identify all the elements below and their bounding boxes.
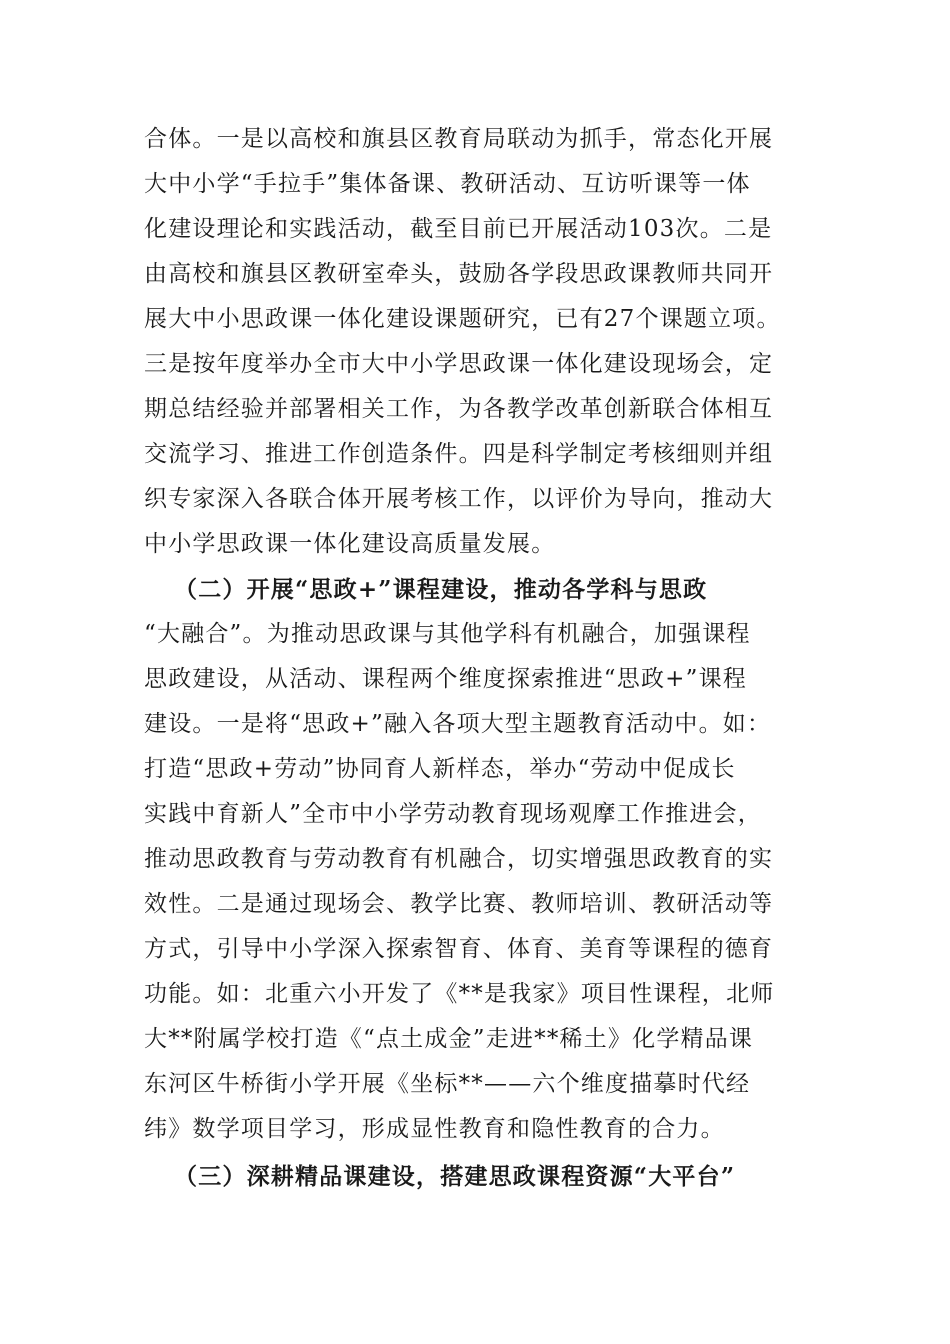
paragraph-line: 建设。一是将“思政+”融入各项大型主题教育活动中。如： [144, 711, 772, 737]
paragraph-line: 由高校和旗县区教研室牵头，鼓励各学段思政课教师共同开 [144, 261, 774, 287]
paragraph-line: “大融合”。为推动思政课与其他学科有机融合，加强课程 [144, 621, 751, 647]
paragraph-line: 纬》数学项目学习，形成显性教育和隐性教育的合力。 [144, 1116, 725, 1142]
paragraph-line: 展大中小思政课一体化建设课题研究，已有27个课题立项。 [144, 306, 781, 332]
paragraph-line: 大中小学“手拉手”集体备课、教研活动、互访听课等一体 [144, 171, 751, 197]
section-heading: （三）深耕精品课建设，搭建思政课程资源“大平台” [174, 1163, 736, 1190]
paragraph-line: 期总结经验并部署相关工作，为各教学改革创新联合体相互 [144, 396, 774, 422]
paragraph-line: 三是按年度举办全市大中小学思政课一体化建设现场会，定 [144, 351, 774, 377]
section-heading: （二）开展“思政+”课程建设，推动各学科与思政 [174, 576, 708, 603]
document-body [144, 117, 824, 1199]
paragraph-line: 实践中育新人”全市中小学劳动教育现场观摩工作推进会， [144, 801, 762, 827]
paragraph-line: 思政建设，从活动、课程两个维度探索推进“思政+”课程 [144, 666, 747, 692]
paragraph-line: 合体。一是以高校和旗县区教育局联动为抓手，常态化开展 [144, 126, 774, 152]
paragraph-line: 东河区牛桥街小学开展《坐标**——六个维度描摹时代经 [144, 1071, 751, 1097]
paragraph-line: 推动思政教育与劳动教育有机融合，切实增强思政教育的实 [144, 846, 774, 872]
paragraph-line: 功能。如：北重六小开发了《**是我家》项目性课程，北师 [144, 981, 775, 1007]
paragraph-line: 效性。二是通过现场会、教学比赛、教师培训、教研活动等 [144, 891, 774, 917]
paragraph-line: 大**附属学校打造《“点土成金”走进**稀土》化学精品课 [144, 1026, 754, 1052]
paragraph-line: 方式，引导中小学深入探索智育、体育、美育等课程的德育 [144, 936, 774, 962]
paragraph-line: 打造“思政+劳动”协同育人新样态，举办“劳动中促成长 [144, 756, 736, 782]
paragraph-line: 交流学习、推进工作创造条件。四是科学制定考核细则并组 [144, 441, 774, 467]
paragraph-line: 织专家深入各联合体开展考核工作，以评价为导向，推动大 [144, 486, 774, 512]
paragraph-line: 中小学思政课一体化建设高质量发展。 [144, 531, 556, 557]
paragraph-line: 化建设理论和实践活动，截至目前已开展活动103次。二是 [144, 216, 773, 242]
